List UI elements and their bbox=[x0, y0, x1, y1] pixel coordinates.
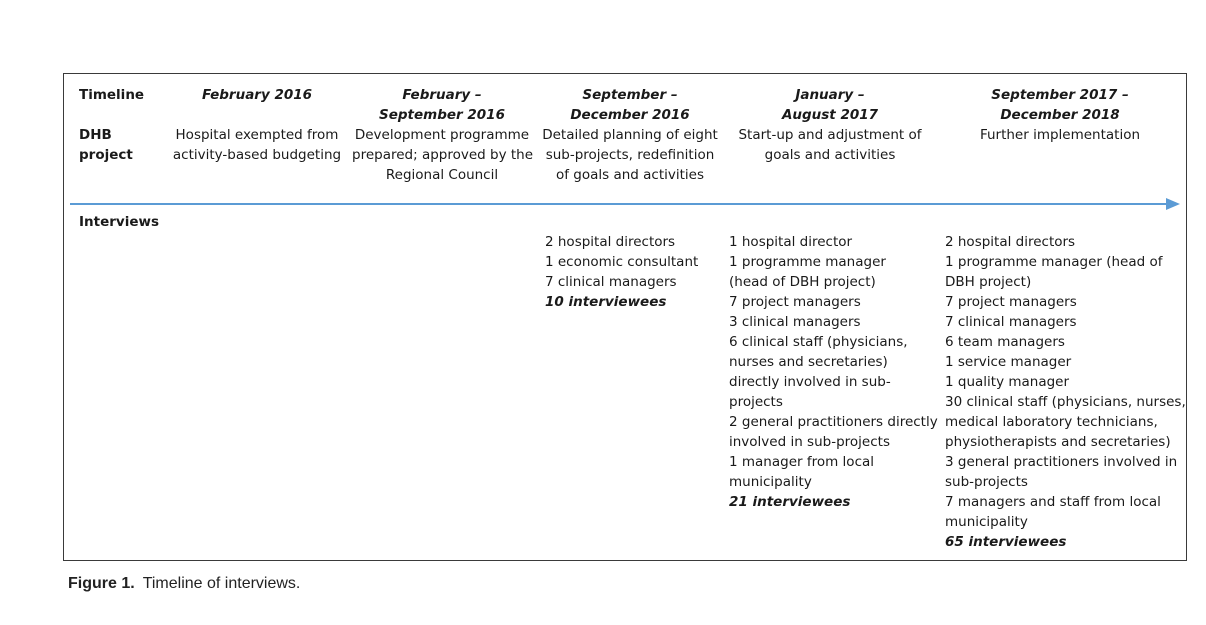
period-3-description: Detailed planning of eight sub-projects, redefinition of goals and activities bbox=[542, 127, 718, 183]
interviews-period-4: 1 hospital director 1 programme manager (head of DBH project) 7 project managers 3 clinical managers 6 clinical staff (physicians, nurses and secretaries) directly involved in sub- projects 2 general practitioners directly involved in sub-projects 1 manager from local municipality 21 interviewees bbox=[729, 234, 938, 510]
row-label-project-line1: DHB bbox=[79, 127, 112, 143]
figure-caption bbox=[68, 575, 300, 593]
period-5-date: September 2017 – December 2018 bbox=[991, 87, 1129, 123]
figure-caption-text: Timeline of interviews. bbox=[142, 575, 301, 592]
period-1-description: Hospital exempted from activity-based budgeting bbox=[172, 127, 342, 163]
interviews-period-5: 2 hospital directors 1 programme manager (head of DBH project) 7 project managers 7 clinical managers 6 team managers 1 service manager 1 quality manager 30 clinical staff (physicians, nurses, medical laboratory technicians, physiotherapists and secretaries) 3 general practitioners involved in sub-projects 7 managers and staff from local municipality 65 interviewees bbox=[945, 234, 1186, 550]
period-4-description: Start-up and adjustment of goals and activities bbox=[738, 127, 922, 163]
interviews-period-3: 2 hospital directors 1 economic consultant 7 clinical managers 10 interviewees bbox=[545, 234, 699, 310]
timeline-arrow-head bbox=[1166, 198, 1180, 210]
period-1-date: February 2016 bbox=[201, 87, 313, 103]
figure-caption-label: Figure 1. bbox=[68, 575, 135, 592]
period-4-date: January – August 2017 bbox=[781, 87, 879, 123]
period-5-description: Further implementation bbox=[979, 127, 1141, 143]
interviews-period-5-total: 65 interviewees bbox=[945, 534, 1067, 550]
interviews-period-4-total: 21 interviewees bbox=[729, 494, 851, 510]
timeline-arrow bbox=[70, 197, 1180, 211]
row-label-project-line2: project bbox=[79, 147, 133, 163]
period-3-date: September – December 2016 bbox=[570, 87, 690, 123]
period-2-description: Development programme prepared; approved by the Regional Council bbox=[352, 127, 534, 183]
row-label-interviews: Interviews bbox=[79, 214, 159, 230]
interviews-period-3-total: 10 interviewees bbox=[545, 294, 667, 310]
period-2-date: February – September 2016 bbox=[379, 87, 505, 123]
row-label-timeline: Timeline bbox=[79, 87, 145, 103]
